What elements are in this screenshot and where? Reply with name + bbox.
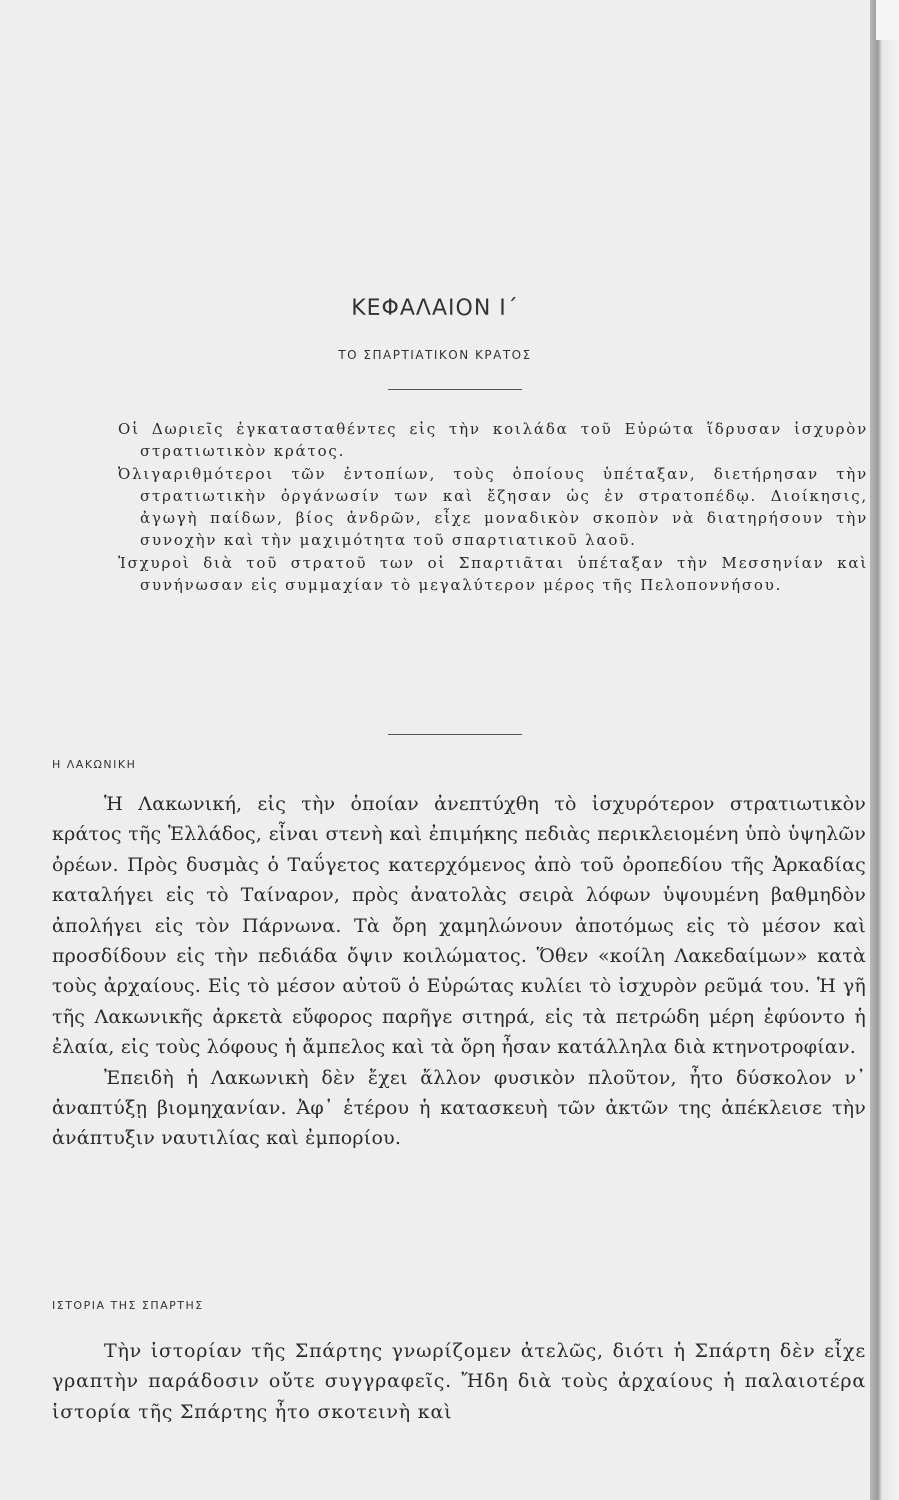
section-body-lakoniki xyxy=(52,789,866,1154)
page-edge-shadow xyxy=(870,0,899,1500)
page-corner xyxy=(876,0,899,40)
summary-paragraph: Ἰσχυροὶ διὰ τοῦ στρατοῦ των οἱ Σπαρτιᾶται ὑπέταξαν τὴν Μεσσηνίαν καὶ συνήνωσαν εἰς συμμαχίαν τὸ μεγαλύτερον μέρος τῆς Πελοποννήσου. xyxy=(118,553,868,595)
divider-rule xyxy=(388,734,522,735)
body-paragraph: Ἡ Λακωνική, εἰς τὴν ὁποίαν ἀνεπτύχθη τὸ ἰσχυρότερον στρατιωτικὸν κράτος τῆς Ἑλλάδος, εἶναι στενὴ καὶ ἐπιμήκης πεδιὰς περικλειομένη ὑπὸ ὑψηλῶν ὀρέων. Πρὸς δυσμὰς ὁ Ταΰγετος κατερχόμενος ἀπὸ τοῦ ὀροπεδίου τῆς Ἀρκαδίας καταλήγει εἰς τὸ Ταίναρον, πρὸς ἀνατολὰς σειρὰ λόφων ὑψουμένη βαθμηδὸν ἀπολήγει εἰς τὸν Πάρνωνα. Τὰ ὄρη χαμηλώνουν ἀποτόμως εἰς τὸ μέσον καὶ προσδίδουν εἰς τὴν πεδιάδα ὄψιν κοιλώματος. Ὅθεν «κοίλη Λακεδαίμων» κατὰ τοὺς ἀρχαίους. Εἰς τὸ μέσον αὐτοῦ ὁ Εὐρώτας κυλίει τὸ ἰσχυρὸν ρεῦμά του. Ἡ γῆ τῆς Λακωνικῆς ἀρκετὰ εὔφορος παρῆγε σιτηρά, εἰς τὰ πετρώδη μέρη ἐφύοντο ἡ ἐλαία, εἰς τοὺς λόφους ἡ ἄμπελος καὶ τὰ ὄρη ἦσαν κατάλληλα διὰ κτηνοτροφίαν. xyxy=(52,793,866,1059)
body-paragraph: Τὴν ἱστορίαν τῆς Σπάρτης γνωρίζομεν ἀτελῶς, διότι ἡ Σπάρτη δὲν εἶχε γραπτὴν παράδοσιν οὔτε συγγραφεῖς. Ἤδη διὰ τοὺς ἀρχαίους ἡ παλαιοτέρα ἱστορία τῆς Σπάρτης ἦτο σκοτεινὴ καὶ xyxy=(52,1340,866,1423)
divider-rule xyxy=(388,389,522,390)
summary-paragraph: Ὀλιγαριθμότεροι τῶν ἐντοπίων, τοὺς ὁποίους ὑπέταξαν, διετήρησαν τὴν στρατιωτικὴν ὀργάνωσίν των καὶ ἔζησαν ὡς ἐν στρατοπέδῳ. Διοίκησις, ἀγωγὴ παίδων, βίος ἀνδρῶν, εἶχε μοναδικὸν σκοπὸν νὰ διατηρήσουν τὴν συνοχὴν καὶ τὴν μαχιμότητα τοῦ σπαρτιατικοῦ λαοῦ. xyxy=(118,464,868,550)
chapter-subtitle: ΤΟ ΣΠΑΡΤΙΑΤΙΚΟΝ ΚΡΑΤΟΣ xyxy=(338,348,532,362)
chapter-title: ΚΕΦΑΛΑΙΟΝ Ι΄ xyxy=(351,296,519,321)
section-heading-lakoniki: Η ΛΑΚΩΝΙΚΗ xyxy=(52,758,137,771)
section-heading-history: ΙΣΤΟΡΙΑ ΤΗΣ ΣΠΑΡΤΗΣ xyxy=(52,1299,204,1312)
chapter-summary xyxy=(118,418,868,596)
summary-paragraph: Οἱ Δωριεῖς ἐγκατασταθέντες εἰς τὴν κοιλάδα τοῦ Εὐρώτα ἵδρυσαν ἰσχυρὸν στρατιωτικὸν κράτος. xyxy=(118,420,868,461)
section-body-history xyxy=(52,1336,866,1427)
body-paragraph: Ἐπειδὴ ἡ Λακωνικὴ δὲν ἔχει ἄλλον φυσικὸν πλοῦτον, ἦτο δύσκολον ν᾿ ἀναπτύξῃ βιομηχανίαν. Ἀφ᾿ ἑτέρου ἡ κατασκευὴ τῶν ἀκτῶν της ἀπέκλεισε τὴν ἀνάπτυξιν ναυτιλίας καὶ ἐμπορίου. xyxy=(52,1066,866,1150)
